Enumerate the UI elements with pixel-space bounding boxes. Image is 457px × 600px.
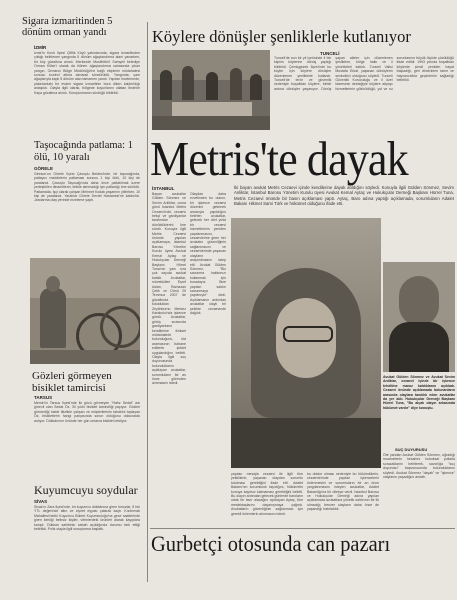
top-headline: Köylere dönüşler şenliklerle kutlanıyor [152, 27, 411, 46]
side-heading: SUÇ DUYURUSU [395, 447, 428, 452]
story-city: İSTANBUL [152, 186, 175, 191]
story-headline: Taşocağında patlama: 1 ölü, 10 yaralı [34, 140, 133, 163]
story-body: Sivas'ın Zara İlçesi'nde, bir kuyumcu dükkânına giren hırsızlar, 5 bin YTL değerinde altın ve ziynet eşyası çalarak kaçtı. Kızılırmak Mahallesi'ndeki Kuyumcu Bülent Kuyumculuğu'na gece saatlerinde giren kimliği belirsiz kişiler, vitrinlerdeki ürünleri alarak kayıplara karıştı. Dükkan sahibinin sabah açıldığında durumu fark ettiği belirtildi. Polis olayla ilgili soruşturma başlattı. [34, 505, 140, 532]
bottom-headline: Gurbetçi otosunda can pazarı [151, 531, 391, 556]
main-body-col3: yapılan mesajla cezaevi ile ilgili tüm yetkililerin, yaşanan olaydan sorumlu tutulması gerektiğini ifade etti. Adalet Bakanı'nın sorumluluk taşıdığını, hükümetin konuya kayıtsız kalmaması gerektiğini belirtti. Bu olayın ardından gelecek günlerde baroların ortak bir tavır alacağını açıklayan Aytaç, tüm meslektaşlarını dayanışmaya çağırdı. Avukatların güvenliğinin sağlanması için gerekli önlemlerin alınmasını istedi. [231, 472, 303, 516]
top-story-body: Tunceli'de son bir yıl içerisinde 4 bin kişinin köylerine dönüş yaptığı bildirildi. Çemişgezek İlçesi'nde bu köyler için köylere dönüşler düzenlenen şenliklerle kutlandı. Tunceli'de terör ve güvenlik nedeniyle boşaltılan köylere, birbiri ardına dönüşler yaşanıyor. Dönüş yapan aileler için düzenlenen şenliklere, bölge halkı ve il yöneticileri katıldı. Tunceli Valisi Mustafa Erkal, yaşanan dönüşlerin sevindirici olduğunu söyledi. Tunceli Güvenlik Koruculuğu ve il özel idaresinin desteğiyle köylere altyapı hizmetlerinin götürüldüğü, yol ve su sorunlarının büyük ölçüde çözüldüğü ifade edildi. 1993 yılında boşaltılan köylerde şimdi yeniden hayat başladığı, geri dönenlerin tarım ve hayvancılıkla geçimlerini sağladığı belirtildi. [274, 56, 454, 91]
photo-caption: Avukat Gülden Sönmez ve Avukat Sevim Anliktar, cezaevi içinde bir işkence tehditine maruz kaldıklarını açıkladı. Cezaevi önünde açıklamada bulunanların arasında olaylara tanıklık eden avukatlar da yer aldı. Hukukçular Derneği Başkanı Hürrel Tuna, "Bu alçak olayın arkasında hükümet vardır" diye konuştu. [383, 375, 455, 410]
main-headline: Metris'te dayak [150, 131, 408, 186]
story-headline: Gözleri görmeyen bisiklet tamircisi [32, 370, 112, 394]
village-festival-photo [152, 50, 270, 130]
story-city: SİVAS [34, 499, 48, 504]
column-divider [147, 22, 148, 582]
story-city: İZMİR [34, 45, 47, 50]
story-body: Mersin'in Tarsus İlçesi'nde iki gözü görmeyen "Hafız Sedat" adı görevli olan Sedat Öz, 30 yıldır bisiklet tamirciliği yapıyor. Gözleri görmediği halde titizlikle çalışan ve müşterilerinin takdirini toplayan Öz, bisikletlerin hangi parçasında sorun olduğunu dokunarak anlıyor. Dükkânının önünde her gün onlarca bisiklet bekliyor. [34, 401, 140, 423]
story-city: TARSUS [34, 395, 53, 400]
story-body: İzmir'in Kınık İlçesi Çiftlik Köyü yakınlarında, sigara izmaritinden çıktığı belirlenen yangında 5 dönüm ağaçlandırma alanı yanarken, bir köy gözaltına alındı. Merkezde Muslihittin'i Samyeli belediye Orman Kilise'i olarak da bilinen ağaçlandırma sahasında çıkan yangın, Ormancı Bölge Müdürlüğü'ne bağlı ekiplerin müdahalesi sonucu kontrol altına alınarak söndürüldü. Yangında, çam ağaçlarıyla kaplı 5 dönüm alan tamamen yandı. Yapılan incelemede, yakınlardaki bir evden sigara izmaritinin bora diken kaldırıldığı anlaşıldı. Olayla ilgili olarak, bölgede koyunlarını otlatan İbrahim Kaya gözaltına alındı. Soruşturmanın sürdüğü bildirildi. [34, 51, 140, 95]
news-photo [30, 258, 140, 364]
main-body-col4: bu doktor olması nedeniyle bu hükümlülerin, cezaevlerinde yapılan işkencelerin önlenmesini ve sorumluların bir an önce yargılanmasını isteyen avukatlar, Adalet Bakanlığı'na bir dilekçe verdi. İstanbul Barosu ve Hukukçular Derneği adına yapılan açıklamada avukatlara yönelik saldırının bir ilk olmadığı, benzer olayların daha önce de yaşandığı hatırlatıldı. [307, 472, 379, 512]
story-headline: Sigara izmaritinden 5 dönüm orman yandı [22, 16, 113, 38]
main-lead: İki bayan avukat Metris Cezaevi içinde kendilerine dayak atıldığını söyledi. Konuyla ilgili Gülden Sönmez, Sevim Anliktar, İstanbul Barosu Yönetim Kurulu üyesi Avukat Kemal Aytaç ve Hukukçular Derneği Başkanı Hürrel Tuna, Metris Cezaevi önünde bir basın açıklaması yaptı. Aytaç, Baro adına yaptığı açıklamada, sorumluların Adalet Bakanı Hikmet Sami Türk ve hükümet olduğunu ifade etti. [234, 185, 454, 207]
section-divider [150, 528, 455, 529]
lawyer-photo [231, 218, 381, 468]
story-body: Giresun'un Görele İlçesi Çavuşlu Beldesi'nde, bir taşocağında, patlayıcı maddelerin patlaması sonucu 1 kişi öldü, 10 kişi de yaralandı. Çavuşlu Taşocağı'nda daha önce patlatılmak üzere yerleştirilen dinamitlerin, tetikle alınmadığı için patladığı öne sürüldü. Patlamada, işçi olarak çalışan Mehmet Kodak yaşamını yitirirken, 10 kişi de yaralandı. Yaralılar Görele Devlet Hastanesi'ne kaldırıldı. Jandarma olay yerinde inceleme yaptı. [34, 172, 140, 203]
main-body-col2: Olaydan daha evvelinden bu olanın, bir işkence cezaevi düzenini getirmek amacıyla yapıldığını belirten avukatlar, gelecek her dört yılda bir cezaevi hizmetlerinin yeniden yapılanmasını, cezaevlerine giren her avukatın güvenliğinin sağlanmasını ve cezaevlerinde yaşanan olayların araştırılmasını talep etti. Avukat Gülden Sönmez, "Biz savunma hakkımızı kullanmak için buradayız. Bize yapılan saldırı savunmaya yapılmıştır" dedi. Açıklamanın ardından avukatlar olaylı bir şekilde cezaevinde dağıldı. [190, 192, 226, 315]
story-headline: Kuyumcuyu soydular [34, 483, 138, 497]
story-city: GÖRELE [34, 166, 54, 171]
main-body-col1: Bayan avukatlar Gülden Sönmez ve Sevim Anliktar, cuma günü İstanbul Metris Cezaevi'nde, cezaevi bekçi ve gardiyanlar tarafından dövüldüklerini öne sürdü. Konuyla ilgili Metris Cezaevi önünde yapılan açıklamaya, İstanbul Barosu Yönetim Kurulu üyesi Avukat Kemal Aytaç ve Hukukçular Derneği Başkanı Hürrel Tuna'nın yanı sıra çok sayıda avukat katıldı. Avukatlar, müvekkilleri Eşref Aslan, Ramazan Çelik ve Dünü 29 Temmuz 2007 de gözaltında tutuldukları Zeytinburnu Merkez Karakolu'nda işkence gördü. Avukatlar, görüş sırasında gardiyanların kendilerine fiziksel müdahalede bulunduğunu, üst aramasının bahane edilerek şiddet uygulandığını belirtti. Olayla ilgili suç duyurusunda bulunduklarını açıklayan avukatlar, sorumluların bir an önce görevden alınmasını istedi. [152, 192, 186, 386]
story-city: TUNCELİ [320, 51, 340, 56]
left-column [2, 8, 144, 600]
man-portrait-photo [383, 262, 455, 372]
side-body: Öte yandan Avukat Gülden Sönmez, uğradığı muamelenin hesabını hukuksal yollarla soracaklarını belirterek, savcılığa "suç duyurusu" başvurusunda bulunduklarını söyledi. Avukat Sönmez "dayak" ve "işkence" olaylarını yaşadığını anlattı. [383, 453, 455, 480]
